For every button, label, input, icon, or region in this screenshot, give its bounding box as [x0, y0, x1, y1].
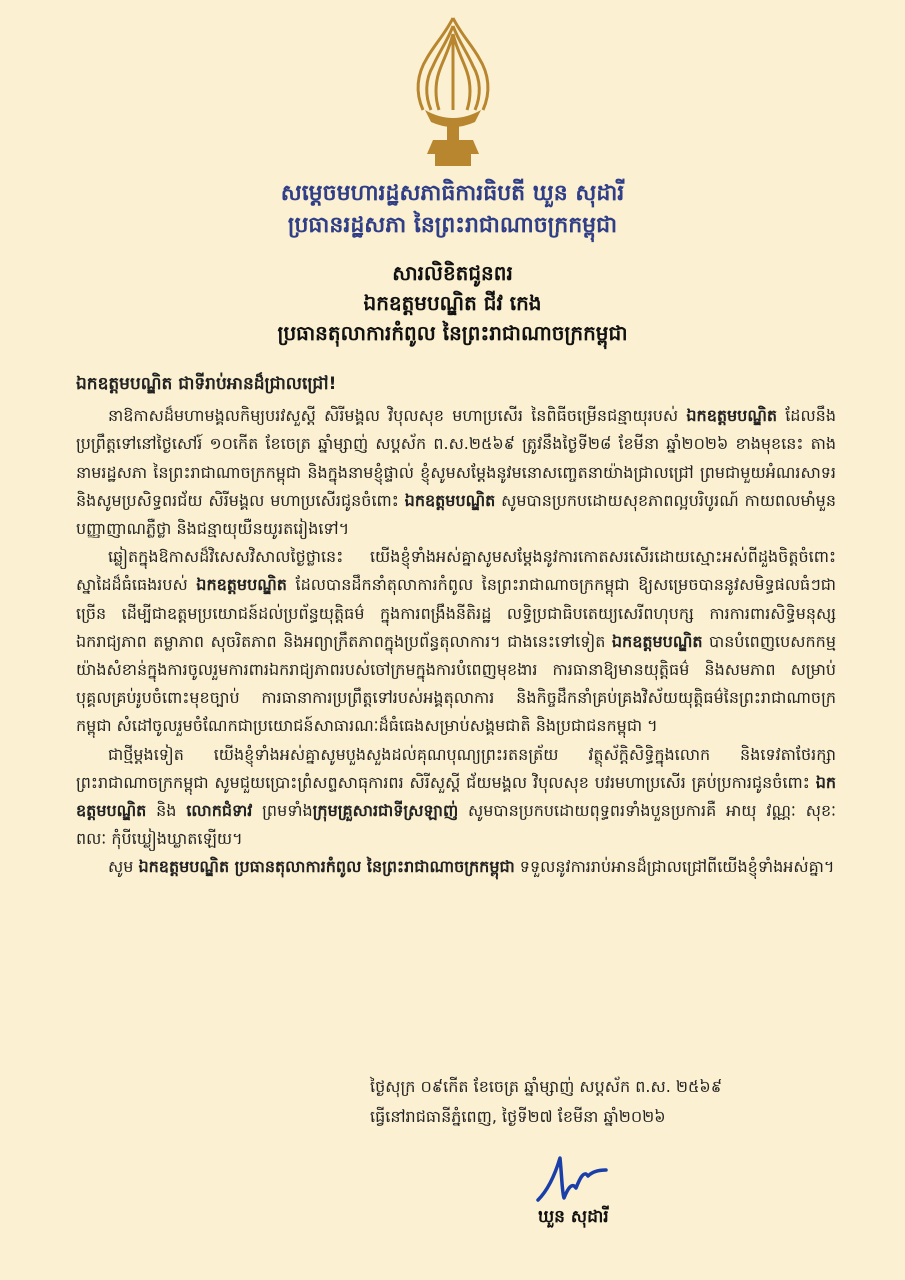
- p4-text-c: ទទួលនូវការរាប់អានដ៏ជ្រាលជ្រៅពីយើងខ្ញុំទាំងអស់គ្នា។: [514, 857, 835, 877]
- salutation: ឯកឧត្តមបណ្ឌិត ជាទីរាប់អានដ៏ជ្រាលជ្រៅ!: [76, 374, 337, 394]
- solar-date: ធ្វើនៅរាជធានីភ្នំពេញ, ថ្ងៃទី២៧ ខែមីនា ឆ្នាំ២០២៦: [370, 1107, 666, 1126]
- sender-header: [0, 178, 905, 242]
- p3-text-a: ជាថ្មីម្តងទៀត យើងខ្ញុំទាំងអស់គ្នាសូមបួងសួងដល់គុណបុណ្យព្រះរតនត្រ័យ វត្ថុស័ក្តិសិទ្ធិក្នុងលោក និងទេវតាថែរក្សាព្រះរាជាណាចក្រកម្ពុជា សូមជួយប្រោះព្រំសព្ទសាធុការពរ សិរីសួស្តី ជ័យមង្គល វិបុលសុខ បវរមហាប្រសើរ គ្រប់ប្រការជូនចំពោះ: [76, 744, 836, 792]
- p2-honorific-1: ឯកឧត្តមបណ្ឌិត: [196, 575, 287, 595]
- p1-honorific-2: ឯកឧត្តមបណ្ឌិត: [404, 490, 496, 510]
- lunar-date: ថ្ងៃសុក្រ ០៩កើត ខែចេត្រ ឆ្នាំម្សាញ់ សប្តស័ក ព.ស. ២៥៦៩: [370, 1077, 723, 1096]
- p1-text-e: សូមបានប្រកបដោយសុខភាពល្អបរិបូរណ៍ កាយពលមាំមួន បញ្ញាញាណភ្លឺថ្លា និងជន្មាយុយឺនយូរតរៀងទៅ។: [76, 490, 836, 539]
- p1-text-c: ដែលនឹងប្រព្រឹត្តទៅនៅថ្ងៃសៅរ៍ ១០កើត ខែចេត្រ ឆ្នាំម្សាញ់ សប្តស័ក ព.ស.២៥៦៩ ត្រូវនឹងថ្ងៃទី២៨ ខែមីនា ឆ្នាំ២០២៦ ខាងមុខនេះ តាងនាមរដ្ឋសភា នៃព្រះរាជាណាចក្រកម្ពុជា និងក្នុងនាមខ្ញុំផ្ទាល់ ខ្ញុំសូមសម្តែងនូវមនោសញ្ចេតនាយ៉ាងជ្រាលជ្រៅ ព្រមជាមួយអំណរសាទរ និងសូមប្រសិទ្ធពរជ័យ សិរីមង្គល មហាប្រសើរជូនចំពោះ: [76, 406, 836, 510]
- p3-honorific-1: ឯកឧត្តមបណ្ឌិត: [76, 772, 836, 821]
- sender-position: ប្រធានរដ្ឋសភា នៃព្រះរាជាណាចក្រកម្ពុជា: [287, 213, 618, 238]
- letter-title: [0, 258, 905, 348]
- p1-honorific-1: ឯកឧត្តមបណ្ឌិត: [686, 406, 777, 426]
- letter-body: [76, 370, 836, 882]
- p2-text-a: ឆ្លៀតក្នុងឱកាសដ៏វិសេសវិសាលថ្ងៃថ្លានេះ យើងខ្ញុំទាំងអស់គ្នាសូមសម្តែងនូវការកោតសរសើរដោយស្មោះអស់ពីដួងចិត្តចំពោះស្នាដៃដ៏ធំធេងរបស់: [76, 547, 836, 595]
- recipient-name: ឯកឧត្តមបណ្ឌិត ជីវ កេង: [363, 291, 542, 315]
- p3-text-c: និង: [146, 801, 187, 821]
- p3-text-e: ព្រមទាំង: [252, 801, 313, 821]
- p4-text-a: សូម: [108, 857, 139, 877]
- p2-text-c: ដែលបានដឹកនាំតុលាការកំពូល នៃព្រះរាជាណាចក្រកម្ពុជា ឱ្យសម្រេចបាននូវសមិទ្ធផលធំៗជាច្រើន ដើម្បីជាឧត្តមប្រយោជន៍ដល់ប្រព័ន្ធយុត្តិធម៌ ក្នុងការពង្រឹងនីតិរដ្ឋ លទ្ធិប្រជាធិបតេយ្យសេរីពហុបក្ស ការការពារសិទ្ធិមនុស្ស ឯករាជ្យភាព តម្លាភាព សុចរិតភាព និងអព្យាក្រឹតភាពក្នុងប្រព័ន្ធតុលាការ។ ជាងនេះទៅទៀត: [76, 575, 836, 651]
- signer-name: ឃួន សុដារី: [538, 1207, 609, 1227]
- date-block: [370, 1072, 850, 1132]
- paragraph-4: [76, 853, 836, 881]
- p2-text-e: បានបំពេញបេសកកម្មយ៉ាងសំខាន់ក្នុងការចូលរួមការពារឯករាជ្យភាពរបស់ចៅក្រមក្នុងការបំពេញមុខងារ ការធានាឱ្យមានយុត្តិធម៌ និងសមភាព សម្រាប់បុគ្គលគ្រប់រូបចំពោះមុខច្បាប់ ការធានាការប្រព្រឹត្តទៅរបស់អង្គតុលាការ និងកិច្ចដឹកនាំគ្រប់គ្រងវិស័យយុត្តិធម៌នៃព្រះរាជាណាចក្រកម្ពុជា សំដៅចូលរួមចំណែកជាប្រយោជន៍សាធារណៈដ៏ធំធេងសម្រាប់សង្គមជាតិ និងប្រជាជនកម្ពុជា ។: [76, 631, 836, 736]
- letter-type: សារលិខិតជូនពរ: [392, 261, 513, 285]
- p3-family: ក្រុមគ្រួសារជាទីស្រឡាញ់: [312, 801, 459, 821]
- sender-name: សម្តេចមហារដ្ឋសភាធិការធិបតី ឃួន សុដារី: [280, 181, 625, 206]
- p4-honorific: ឯកឧត្តមបណ្ឌិត ប្រធានតុលាការកំពូល នៃព្រះរាជាណាចក្រកម្ពុជា: [138, 857, 515, 877]
- p3-text-g: សូមបានប្រកបដោយពុទ្ធពរទាំងបួនប្រការគឺ អាយុ វណ្ណៈ សុខៈ ពលៈ កុំបីឃ្លៀងឃ្លាតឡើយ។: [76, 801, 836, 849]
- national-assembly-emblem: [405, 14, 501, 170]
- paragraph-1: [76, 402, 836, 543]
- p2-honorific-2: ឯកឧត្តមបណ្ឌិត: [611, 631, 703, 651]
- recipient-position: ប្រធានតុលាការកំពូល នៃព្រះរាជាណាចក្រកម្ពុជា: [277, 321, 628, 345]
- p1-text-a: នាឱកាសដ៏មហាមង្គលកិម្យបរវសួស្តី សិរីមង្គល វិបុលសុខ មហាប្រសើរ នៃពិធីចម្រើនជន្មាយុរបស់: [108, 406, 687, 426]
- handwritten-signature: [532, 1148, 612, 1206]
- paragraph-3: [76, 741, 836, 854]
- paragraph-2: [76, 543, 836, 740]
- p3-honorific-2: លោកជំទាវ: [186, 801, 253, 821]
